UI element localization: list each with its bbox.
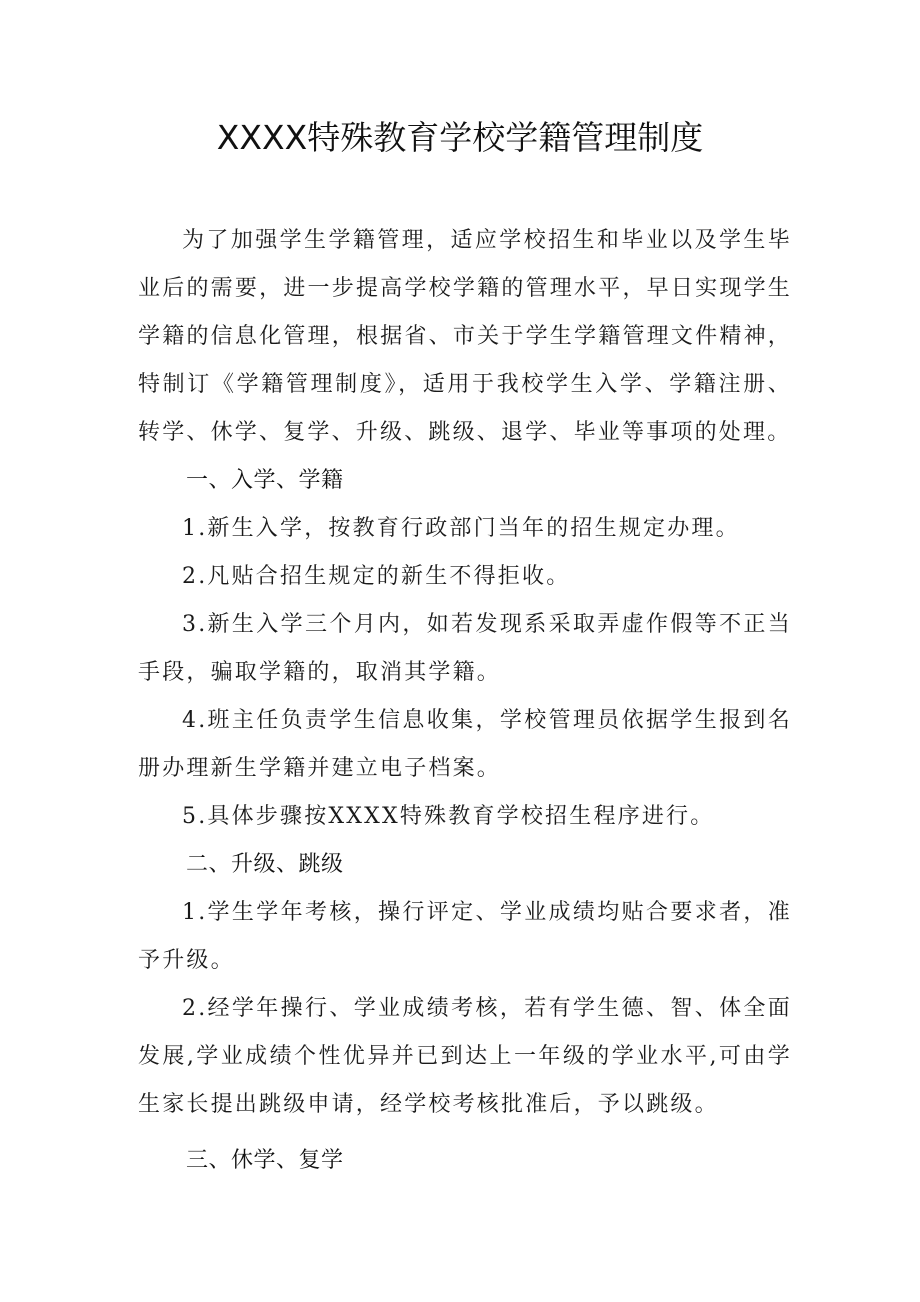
section-heading: 一、入学、学籍 [186, 468, 344, 493]
section-suspension [138, 1137, 792, 1185]
list-item: 2.经学年操行、学业成绩考核，若有学生德、智、体全面发展,学业成绩个性优异并已到达上一年级的学业水平,可由学生家长提出跳级申请，经学校考核批准后，予以跳级。 [138, 996, 792, 1117]
section-heading: 二、升级、跳级 [186, 852, 344, 877]
section-promotion [138, 841, 792, 1129]
list-item: 2.凡贴合招生规定的新生不得拒收。 [182, 564, 571, 589]
section-enrollment [138, 457, 792, 841]
document-title: XXXX特殊教育学校学籍管理制度 [216, 118, 704, 157]
list-item: 1.学生学年考核，操行评定、学业成绩均贴合要求者，准予升级。 [138, 900, 792, 973]
list-item: 1.新生入学，按教育行政部门当年的招生规定办理。 [182, 516, 740, 541]
list-item: 3.新生入学三个月内，如若发现系采取弄虚作假等不正当手段，骗取学籍的，取消其学籍。 [138, 612, 792, 685]
list-item: 5.具体步骤按XXXX特殊教育学校招生程序进行。 [182, 804, 715, 829]
section-heading: 三、休学、复学 [186, 1148, 344, 1173]
list-item: 4.班主任负责学生信息收集，学校管理员依据学生报到名册办理新生学籍并建立电子档案。 [138, 708, 792, 781]
document-body [138, 217, 792, 1185]
intro-paragraph: 为了加强学生学籍管理，适应学校招生和毕业以及学生毕业后的需要，进一步提高学校学籍的管理水平，早日实现学生学籍的信息化管理，根据省、市关于学生学籍管理文件精神，特制订《学籍管理制度》，适用于我校学生入学、学籍注册、转学、休学、复学、升级、跳级、退学、毕业等事项的处理。 [138, 228, 792, 445]
